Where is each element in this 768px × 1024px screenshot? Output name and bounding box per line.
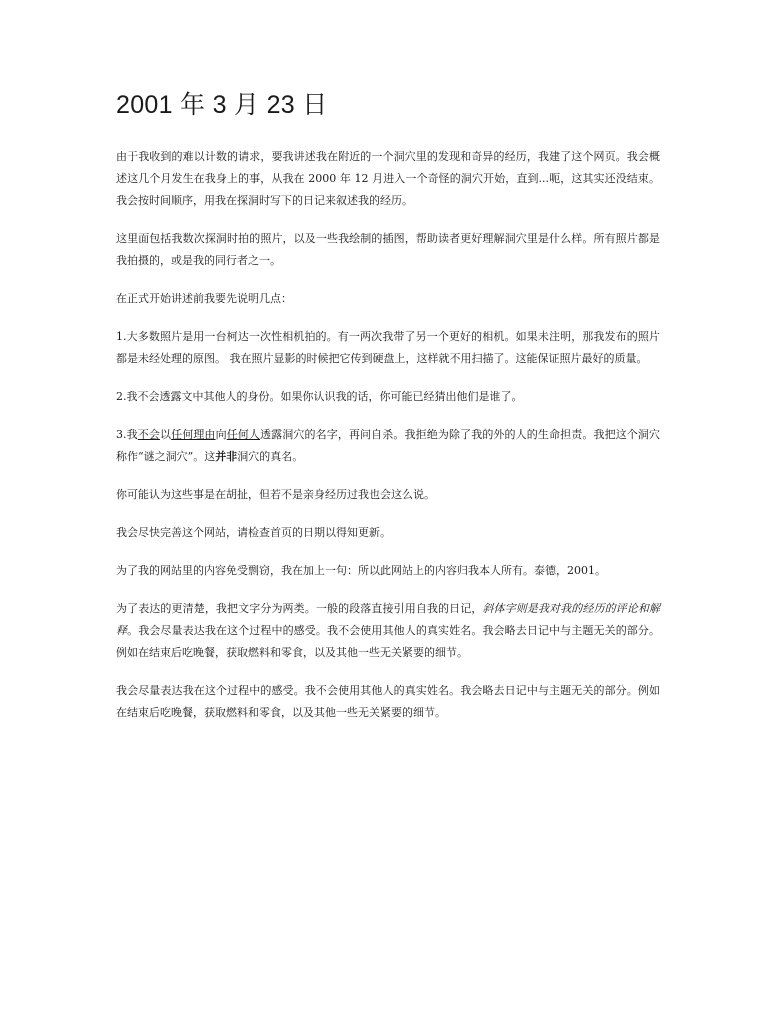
paragraph-intro: 由于我收到的难以计数的请求，要我讲述我在附近的一个洞穴里的发现和奇异的经历，我建了这个网页。我会概述这几个月发生在我身上的事，从我在 2000 年 12 月进入一个奇怪的洞穴开始，直到...呃，这其实还没结束。我会按时间顺序，用我在探洞时写下的日记来叙述我的经历。 <box>116 150 660 207</box>
note-3-text: 向 <box>215 428 227 441</box>
paragraph-notes-intro: 在正式开始讲述前我要先说明几点： <box>116 292 292 305</box>
formatting-text: 为了表达的更清楚，我把文字分为两类。一般的段落直接引用自我的日记， <box>116 602 483 615</box>
note-3-text: 透露洞穴的名字，再问自杀。我拒绝为除了我的外的人的生命担责。我把这个洞穴称作“谜之洞穴”。这 <box>116 428 661 463</box>
italic-text: 斜体字则是我对我的经历的评论和解释 <box>116 602 660 637</box>
underlined-text: 不会 <box>137 428 160 441</box>
paragraph-note-3 <box>116 424 660 468</box>
paragraph-formatting <box>116 598 660 664</box>
formatting-text: 。我会尽量表达我在这个过程中的感受。我不会使用其他人的真实姓名。我会略去日记中与主题无关的部分。例如在结束后吃晚餐，获取燃料和零食，以及其他一些无关紧要的细节。 <box>116 624 661 659</box>
page-title: 2001 年 3 月 23 日 <box>116 91 328 119</box>
paragraph-photos: 这里面包括我数次探洞时拍的照片，以及一些我绘制的插图，帮助读者更好理解洞穴里是什么样。所有照片都是我拍摄的，或是我的同行者之一。 <box>116 232 660 267</box>
document-page <box>116 88 660 740</box>
note-3-prefix: 3.我 <box>116 428 138 441</box>
paragraph-note-1: 1.大多数照片是用一台柯达一次性相机拍的。有一两次我带了另一个更好的相机。如果未注明，那我发布的照片都是未经处理的原图。 我在照片显影的时候把它传到硬盘上，这样就不用扫描了。这能保证照片最好的质量。 <box>116 330 660 365</box>
note-3-text: 以 <box>159 428 172 441</box>
paragraph-copyright: 为了我的网站里的内容免受剽窃，我在加上一句：所以此网站上的内容归我本人所有。泰德，2001。 <box>116 564 606 577</box>
paragraph-updates: 我会尽快完善这个网站，请检查首页的日期以得知更新。 <box>116 526 391 539</box>
underlined-text: 任何理由 <box>171 428 216 441</box>
paragraph-note-2: 2.我不会透露文中其他人的身份。如果你认识我的话，你可能已经猜出他们是谁了。 <box>116 390 523 403</box>
bold-text: 并非 <box>215 450 238 463</box>
underlined-text: 任何人 <box>226 428 261 441</box>
paragraph-feelings: 我会尽量表达我在这个过程中的感受。我不会使用其他人的真实姓名。我会略去日记中与主题无关的部分。例如在结束后吃晚餐，获取燃料和零食，以及其他一些无关紧要的细节。 <box>116 684 660 719</box>
note-3-text: 洞穴的真名。 <box>237 450 304 463</box>
paragraph-disbelief: 你可能认为这些事是在胡扯，但若不是亲身经历过我也会这么说。 <box>116 488 435 501</box>
